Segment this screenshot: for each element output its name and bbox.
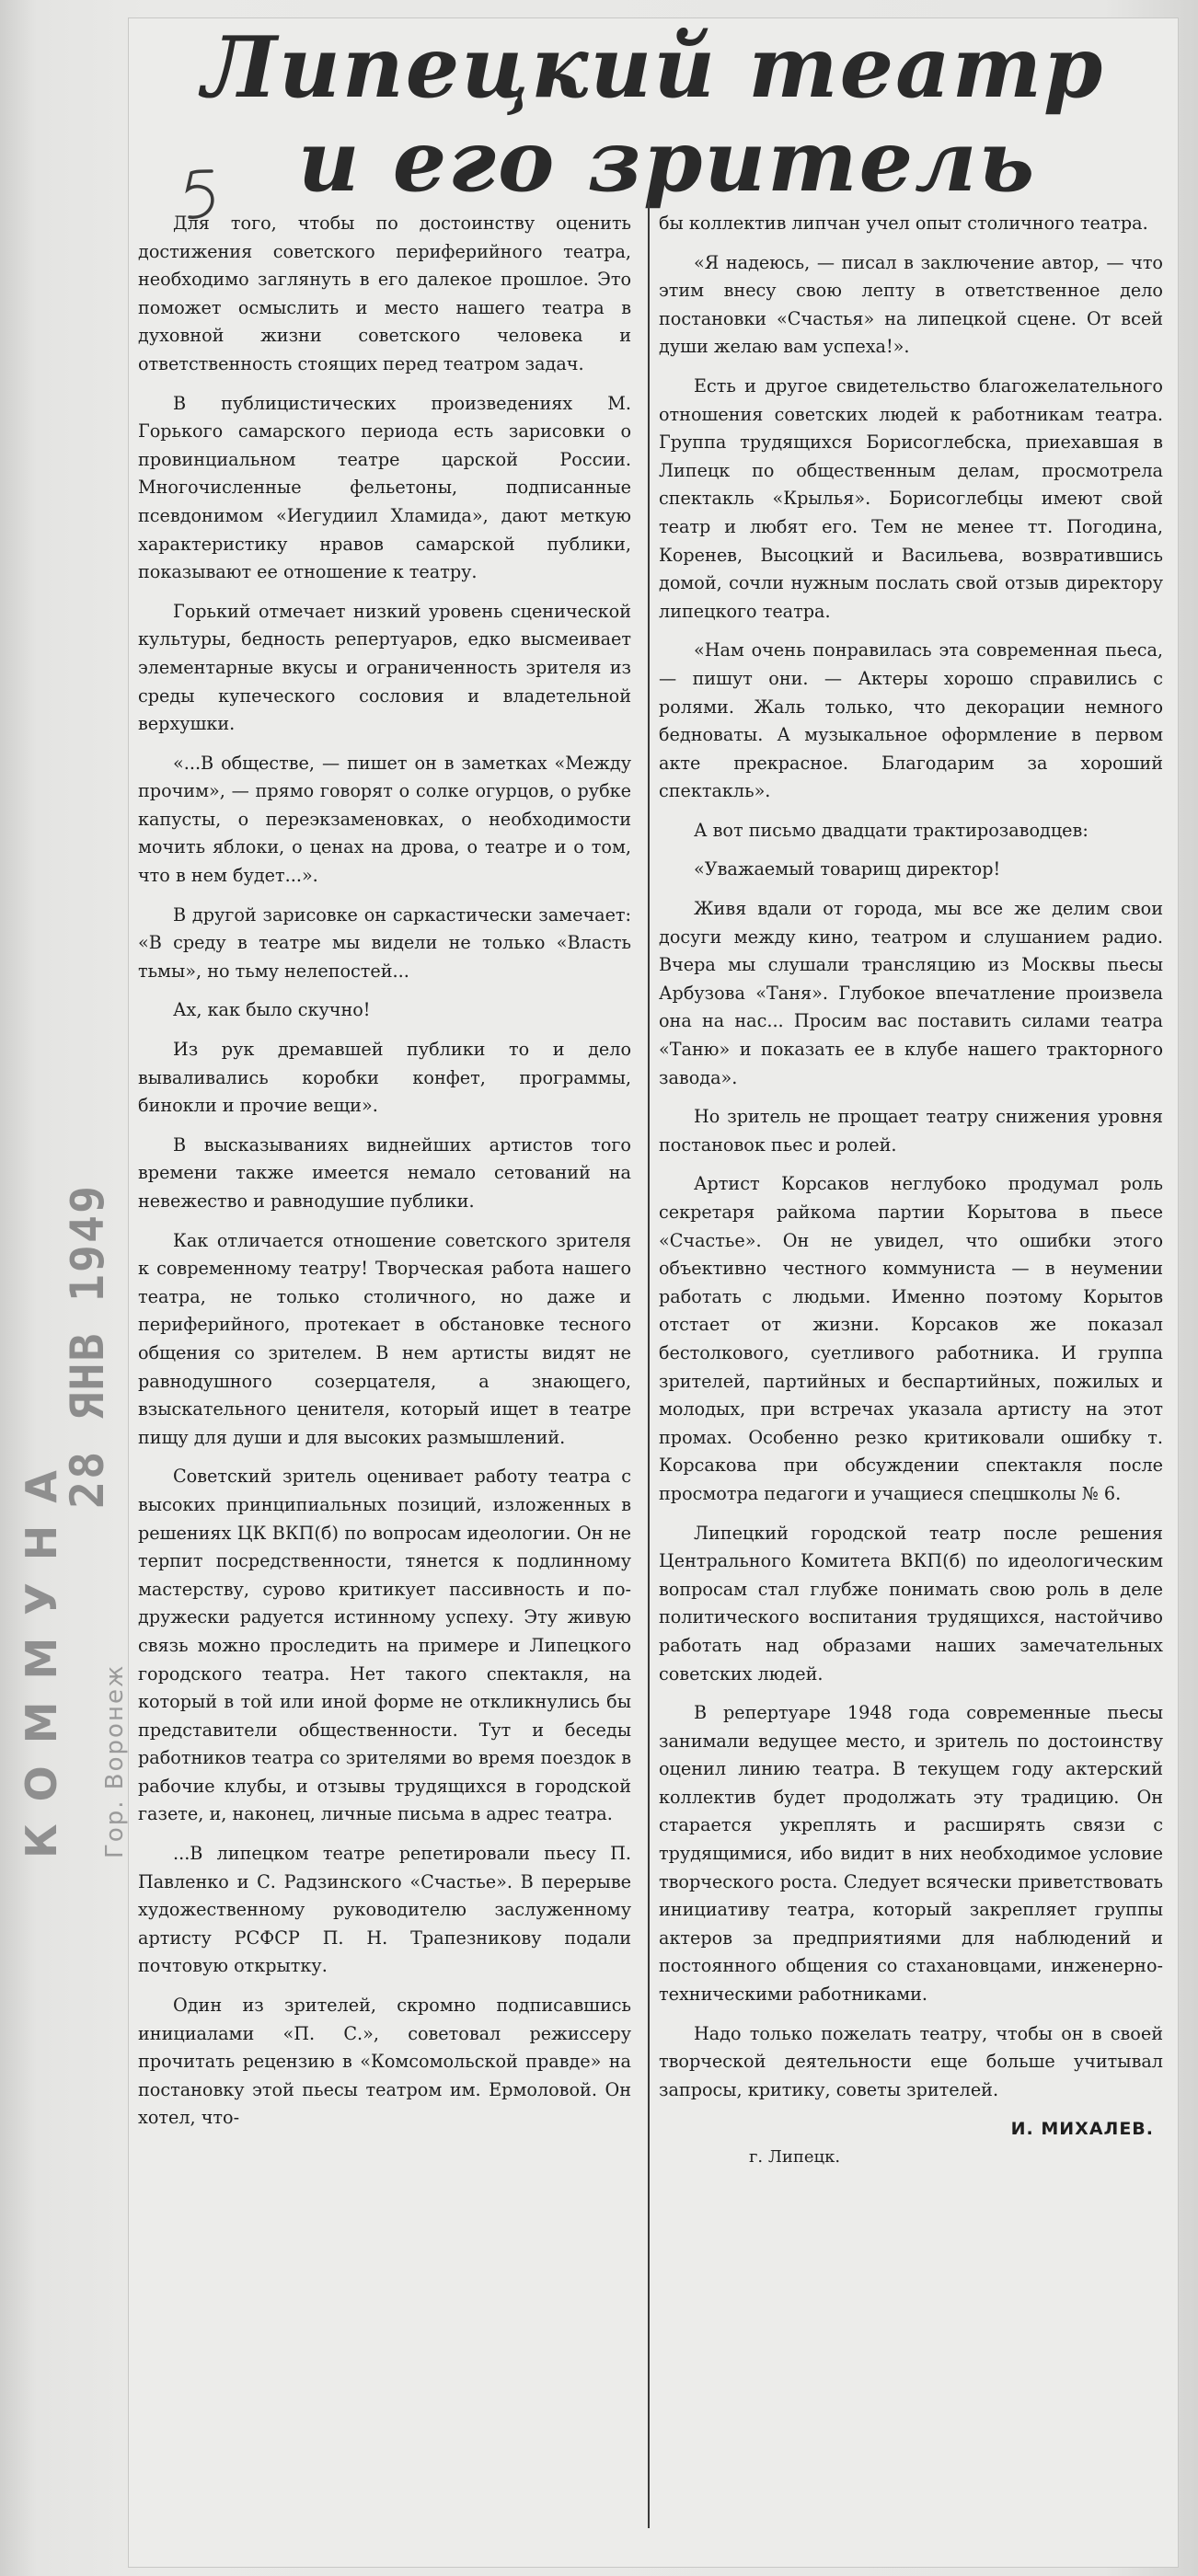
paragraph: ...В липецком театре репетировали пьесу П. Павленко и С. Радзинского «Счастье». В перерыве художественному руководителю заслуженному артисту РСФСР П. Н. Трапезникову подали почтовую открытку. xyxy=(138,1843,631,1977)
left-column xyxy=(138,210,631,2144)
paragraph: В другой зарисовке он саркастически замечает: «В среду в театре мы видели не только «Власть тьмы», но тьму нелепостей... xyxy=(138,903,631,982)
letter-salutation: «Уважаемый товарищ директор! xyxy=(694,858,1001,880)
paragraph: Надо только пожелать театру, чтобы он в своей творческой деятельности еще больше учитывал запросы, критику, советы зрителей. xyxy=(659,2022,1163,2100)
paragraph: Ах, как было скучно! xyxy=(173,999,371,1021)
newspaper-masthead: КОММУНА xyxy=(17,1448,66,1858)
quote-paragraph: «Я надеюсь, — писал в заключение автор, — что этим внесу свою лепту в ответственное дело постановки «Счастья» на липецкой сцене. От всей души желаю вам успеха!». xyxy=(659,251,1163,358)
paragraph: Советский зритель оценивает работу театра с высоких принципиальных позиций, изложенных в решениях ЦК ВКП(б) по вопросам идеологии. Он не терпит посредственности, тянется к подлинному мастерству, сурово критикует пассивность и по-дружески радуется истинному успеху. Эту живую связь можно проследить на примере и Липецкого городского театра. Нет такого спектакля, на который в той или иной форме не откликнулись бы представители общественности. Тут и беседы работников театра со зрителями во время поездок в рабочие клубы, и отзывы трудящихся в городской газете, и, наконец, личные письма в адрес театра. xyxy=(138,1466,631,1825)
column-divider xyxy=(648,201,650,2528)
paragraph: Артист Корсаков неглубоко продумал роль секретаря райкома партии Корытова в пьесе «Счастье». Он не увидел, что ошибки этого объективно честного коммуниста — в неумении работать с людьми. Именно поэтому Корытов отстает от жизни. Корсаков же показал бестолкового, суетливого работника. И группа зрителей, партийных и беспартийных, пожилых и молодых, при встречах указала артисту на этот промах. Особенно резко критиковали ошибку т. Корсакова при обсуждении спектакля после просмотра педагоги и учащиеся спецшколы № 6. xyxy=(659,1173,1163,1504)
paragraph: Для того, чтобы по достоинству оценить достижения советского периферийного театра, необходимо заглянуть в его далекое прошлое. Это поможет осмыслить и место нашего театра в духовной жизни советского человека и ответственность стоящих перед театром задач. xyxy=(138,213,631,374)
publication-place: Гор. Воронеж xyxy=(101,1663,129,1858)
paragraph: Живя вдали от города, мы все же делим свои досуги между кино, театром и слушанием радио. Вчера мы слушали трансляцию из Москвы пьесы Арбузова «Таня». Глубокое впечатление произвела она на нас... Просим вас поставить силами театра «Таню» и показать ее в клубе нашего тракторного завода». xyxy=(659,898,1163,1088)
paragraph: Один из зрителей, скромно подписавшись инициалами «П. С.», советовал режиссеру прочитать рецензию в «Комсомольской правде» на постановку этой пьесы театром им. Ермоловой. Он хотел, что- xyxy=(138,1995,631,2129)
headline-line-2: и его зритель xyxy=(297,111,1037,211)
paragraph: Из рук дремавшей публики то и дело вываливались коробки конфет, программы, бинокли и прочие вещи». xyxy=(138,1039,631,1117)
paragraph: Как отличается отношение советского зрителя к современному театру! Творческая работа нашего театра, не только столичного, но даже и периферийного, протекает в обстановке тесного общения со зрителем. В нем артисты видят не равнодушного созерцателя, а знающего, взыскательного ценителя, который ищет в театре пищу для души и для высоких размышлений. xyxy=(138,1229,631,1448)
paragraph: В высказываниях виднейших артистов того времени также имеется немало сетований на невежество и равнодушие публики. xyxy=(138,1133,631,1212)
quote-paragraph: «Нам очень понравилась эта современная пьеса, — пишут они. — Актеры хорошо справились с ролями. Жаль только, что декорации немного бедноваты. А музыкальное оформление в первом акте прекрасное. Благодарим за хороший спектакль». xyxy=(659,639,1163,802)
article-headline xyxy=(129,17,1178,211)
paragraph: А вот письмо двадцати трактирозаводцев: xyxy=(694,819,1089,841)
paragraph: Но зритель не прощает театру снижения уровня постановок пьес и ролей. xyxy=(659,1106,1163,1156)
paragraph: В репертуаре 1948 года современные пьесы занимали ведущее место, и зритель по достоинству оценил линию театра. В текущем году актерский коллектив будет продолжать эту традицию. Он старается укреплять и расширять связи с трудящимися, ибо видит в них необходимое условие творческого роста. Следует всячески приветствовать инициативу театра, который закрепляет группы актеров за предприятиями для наблюдений и постоянного общения со стахановцами, инженерно-техническими работниками. xyxy=(659,1702,1163,2006)
paragraph: бы коллектив липчан учел опыт столичного театра. xyxy=(659,213,1148,234)
dateline-city: г. Липецк. xyxy=(749,2147,841,2167)
headline-line-1: Липецкий театр xyxy=(202,17,1105,117)
author-signature: И. МИХАЛЕВ. xyxy=(1010,2119,1154,2140)
paragraph: Горький отмечает низкий уровень сценической культуры, бедность репертуаров, едко высмеивает элементарные вкусы и ограниченность зрителя из среды купеческого сословия и владетельной верхушки. xyxy=(138,600,631,735)
date-stamp: 28 ЯНВ 1949 xyxy=(61,1183,114,1509)
paragraph: Липецкий городской театр после решения Центрального Комитета ВКП(б) по идеологическим вопросам стал глубже понимать свою роль в деле политического воспитания трудящихся, настойчиво работать над образами наших замечательных советских людей. xyxy=(659,1522,1163,1685)
quote-paragraph: «...В обществе, — пишет он в заметках «Между прочим», — прямо говорят о солке огурцов, о рубке капусты, о переэкзаменовках, о необходимости мочить яблоки, о ценах на дрова, о театре и о том, что в нем будет...». xyxy=(138,752,631,887)
paragraph: Есть и другое свидетельство благожелательного отношения советских людей к работникам театра. Группа трудящихся Борисоглебска, приехавшая в Липецк по общественным делам, просмотрела спектакль «Крылья». Борисоглебцы имеют свой театр и любят его. Тем не менее тт. Погодина, Коренев, Высоцкий и Васильева, возвратившись домой, сочли нужным послать свой отзыв директору липецкого театра. xyxy=(659,374,1163,622)
right-column xyxy=(659,210,1163,2183)
paragraph: В публицистических произведениях М. Горького самарского периода есть зарисовки о провинциальном театре царской России. Многочисленные фельетоны, подписанные псевдонимом «Иегудиил Хламида», дают меткую характеристику нравов самарской публики, показывают ее отношение к театру. xyxy=(138,392,631,583)
